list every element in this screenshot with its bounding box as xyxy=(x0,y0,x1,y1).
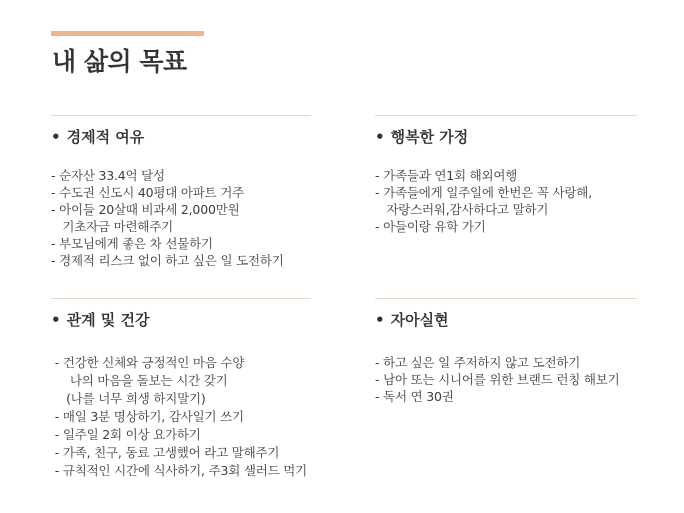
goal-item: - 매일 3분 명상하기, 감사일기 쓰기 xyxy=(51,409,244,424)
goal-item: - 일주일 2회 이상 요가하기 xyxy=(51,427,201,442)
title-accent-bar xyxy=(51,31,204,36)
section-divider xyxy=(375,115,637,116)
goal-item: - 순자산 33.4억 달성 xyxy=(51,168,165,183)
goal-item: - 아이들 20살때 비과세 2,000만원 xyxy=(51,202,240,217)
goal-list xyxy=(51,167,311,269)
section-happy-family xyxy=(375,115,637,235)
goal-item: - 건강한 신체와 긍정적인 마음 수양 xyxy=(51,355,245,370)
goal-item: - 부모님에게 좋은 차 선물하기 xyxy=(51,236,213,251)
goal-item: - 수도권 신도시 40평대 아파트 거주 xyxy=(51,185,245,200)
goal-item: - 독서 연 30권 xyxy=(375,389,454,404)
bullet-dot-icon: • xyxy=(51,128,61,146)
goal-item: 나의 마음을 돌보는 시간 갖기 xyxy=(51,373,228,388)
goal-item: - 아들이랑 유학 가기 xyxy=(375,219,486,234)
section-heading xyxy=(375,309,637,330)
goal-item: - 가족, 친구, 동료 고생했어 라고 말해주기 xyxy=(51,445,280,460)
goal-item: - 경제적 리스크 없이 하고 싶은 일 도전하기 xyxy=(51,253,284,268)
goal-list xyxy=(375,167,637,235)
bullet-dot-icon: • xyxy=(51,311,61,329)
bullet-dot-icon: • xyxy=(375,311,385,329)
goal-item: (나를 너무 희생 하지말기) xyxy=(51,391,206,406)
section-relationships-health xyxy=(51,298,311,480)
section-financial-freedom xyxy=(51,115,311,269)
section-heading xyxy=(375,126,637,147)
section-heading xyxy=(51,309,311,330)
section-heading xyxy=(51,126,311,147)
bullet-dot-icon: • xyxy=(375,128,385,146)
goal-item: - 규칙적인 시간에 식사하기, 주3회 샐러드 먹기 xyxy=(51,463,308,478)
section-divider xyxy=(375,298,637,299)
goal-item: - 하고 싶은 일 주저하지 않고 도전하기 xyxy=(375,355,581,370)
section-divider xyxy=(51,115,311,116)
goal-item: - 가족들에게 일주일에 한번은 꼭 사랑해, xyxy=(375,185,592,200)
section-heading-text: 자아실현 xyxy=(390,311,449,329)
section-self-realization xyxy=(375,298,637,405)
goal-item: 자랑스러워,감사하다고 말하기 xyxy=(375,202,549,217)
goal-item: 기초자금 마련해주기 xyxy=(51,219,173,234)
section-heading-text: 행복한 가정 xyxy=(390,128,469,146)
page-title: 내 삶의 목표 xyxy=(52,47,187,76)
goal-item: - 가족들과 연1회 해외여행 xyxy=(375,168,518,183)
goal-item: - 남아 또는 시니어를 위한 브랜드 런칭 해보기 xyxy=(375,372,620,387)
section-heading-text: 경제적 여유 xyxy=(66,128,145,146)
goal-list xyxy=(51,354,311,480)
goal-list xyxy=(375,354,637,405)
section-divider xyxy=(51,298,311,299)
section-heading-text: 관계 및 건강 xyxy=(66,311,150,329)
